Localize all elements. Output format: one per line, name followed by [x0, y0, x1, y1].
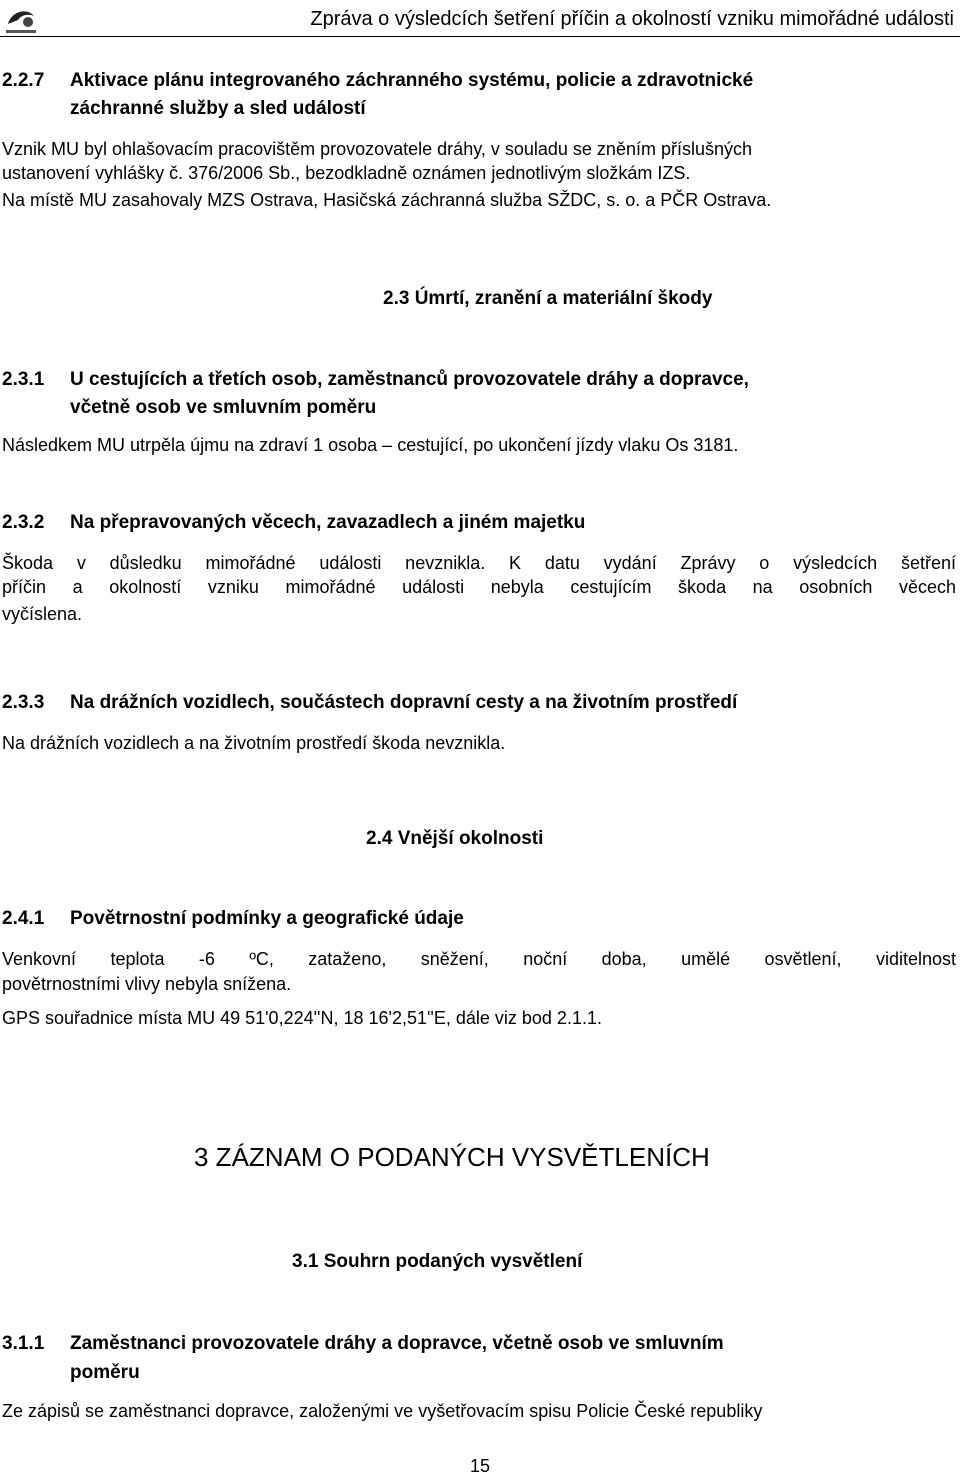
section-2-3-1-heading-cont: včetně osob ve smluvním poměru — [70, 397, 377, 418]
section-title: U cestujících a třetích osob, zaměstnanců provozovatele dráhy a dopravce, — [70, 369, 749, 390]
section-title: Na drážních vozidlech, součástech dopravní cesty a na životním prostředí — [70, 692, 738, 713]
paragraph-line: Škoda v důsledku mimořádné události nevznikla. K datu vydání Zprávy o výsledcích šetření — [2, 553, 956, 573]
section-3-1-1-heading-cont: poměru — [70, 1362, 140, 1383]
section-number: 3.1.1 — [2, 1333, 45, 1354]
section-number: 2.2.7 — [2, 70, 45, 91]
section-2-3-3-heading — [2, 690, 737, 715]
header-divider — [0, 36, 960, 37]
paragraph-line: Vznik MU byl ohlašovacím pracovištěm provozovatele dráhy, v souladu se zněním příslušných — [2, 139, 752, 159]
section-number: 2.3.1 — [2, 369, 45, 390]
section-3-1-1-heading — [2, 1331, 724, 1356]
section-number: 2.3.2 — [2, 512, 45, 533]
paragraph-line: Venkovní teplota -6 ºC, zataženo, sněžení, noční doba, umělé osvětlení, viditelnost — [2, 949, 956, 969]
section-2-3-1-heading — [2, 367, 749, 392]
paragraph-line: Následkem MU utrpěla újmu na zdraví 1 osoba – cestující, po ukončení jízdy vlaku Os 3181. — [2, 435, 739, 455]
section-title: Aktivace plánu integrovaného záchranného systému, policie a zdravotnické — [70, 70, 754, 91]
section-2-3-heading: 2.3 Úmrtí, zranění a materiální škody — [383, 288, 713, 309]
paragraph-line: příčin a okolností vzniku mimořádné události nebyla cestujícím škoda na osobních věcech — [2, 577, 956, 597]
section-3-1-heading: 3.1 Souhrn podaných vysvětlení — [292, 1251, 583, 1272]
section-number: 2.3.3 — [2, 692, 45, 713]
drazni-inspekce-logo-icon — [2, 2, 40, 38]
paragraph-line: GPS souřadnice místa MU 49 51'0,224''N, 18 16'2,51''E, dále viz bod 2.1.1. — [2, 1008, 602, 1028]
paragraph-line: Na drážních vozidlech a na životním prostředí škoda nevznikla. — [2, 733, 506, 753]
paragraph-line: vyčíslena. — [2, 604, 83, 624]
section-2-2-7-heading — [2, 68, 753, 93]
paragraph-line: povětrnostními vlivy nebyla snížena. — [2, 974, 292, 994]
section-2-4-heading: 2.4 Vnější okolnosti — [366, 828, 544, 849]
paragraph-line: Na místě MU zasahovaly MZS Ostrava, Hasičská záchranná služba SŽDC, s. o. a PČR Ostrava. — [2, 190, 772, 210]
paragraph-line: ustanovení vyhlášky č. 376/2006 Sb., bezodkladně oznámen jednotlivým složkám IZS. — [2, 163, 691, 183]
section-2-3-2-heading — [2, 510, 585, 535]
chapter-3-heading: 3 ZÁZNAM O PODANÝCH VYSVĚTLENÍCH — [194, 1142, 710, 1172]
section-2-4-1-heading — [2, 906, 464, 931]
section-title: Na přepravovaných věcech, zavazadlech a jiném majetku — [70, 512, 586, 533]
section-number: 2.4.1 — [2, 908, 45, 929]
section-title: Zaměstnanci provozovatele dráhy a dopravce, včetně osob ve smluvním — [70, 1333, 724, 1354]
paragraph-line: Ze zápisů se zaměstnanci dopravce, založenými ve vyšetřovacím spisu Policie České republiky — [2, 1401, 763, 1421]
section-2-2-7-heading-cont: záchranné služby a sled událostí — [70, 98, 366, 119]
document-header-title: Zpráva o výsledcích šetření příčin a okolností vzniku mimořádné události — [310, 8, 954, 30]
section-title: Povětrnostní podmínky a geografické údaje — [70, 908, 464, 929]
page-number: 15 — [469, 1456, 491, 1476]
